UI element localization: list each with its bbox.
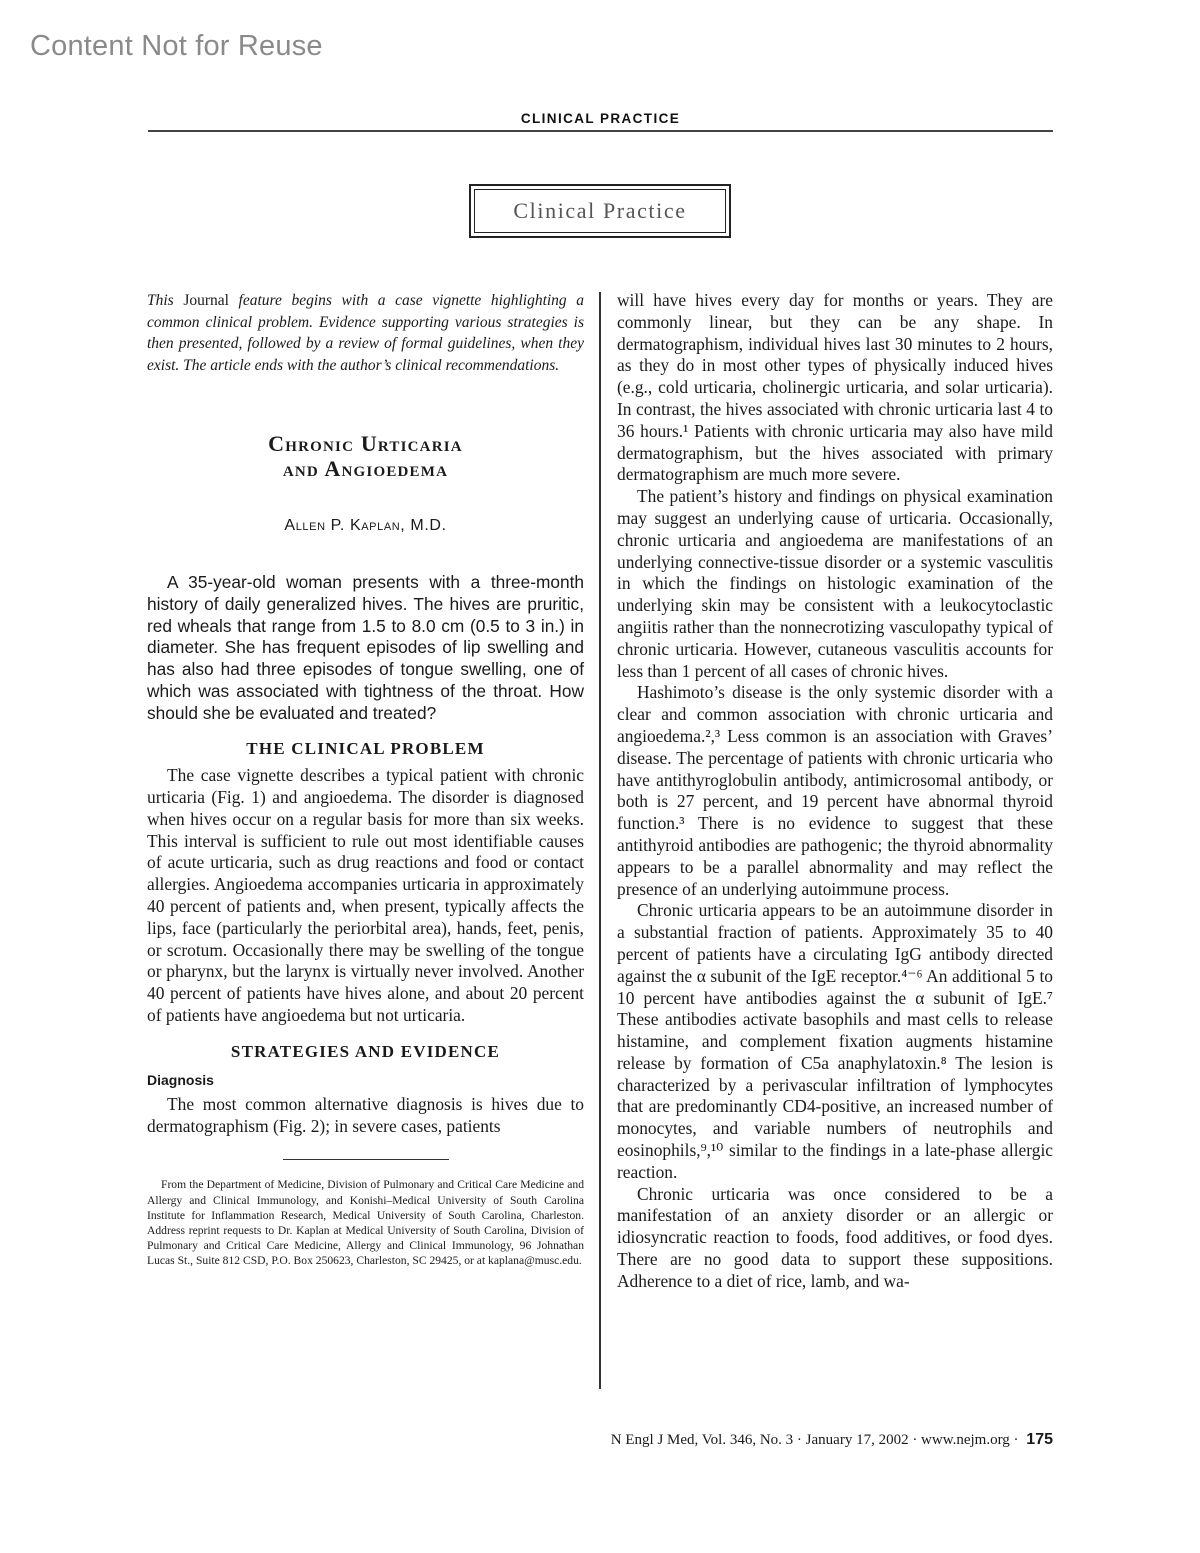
running-head: CLINICAL PRACTICE (520, 111, 681, 126)
section-heading-strategies: STRATEGIES AND EVIDENCE (230, 1041, 501, 1061)
left-column (147, 290, 584, 1269)
diagnosis-paragraph: The most common alternative diagnosis is hives due to dermatographism (Fig. 2); in severe cases, patients (147, 1093, 584, 1136)
title-line-1: Chronic Urticaria (268, 431, 463, 457)
right-paragraph: will have hives every day for months or years. They are commonly linear, but they can be any shape. In dermatographism, individual hives last 30 minutes to 2 hours, as they do in most other types of physically induced hives (e.g., cold urticaria, cholinergic urticaria, and solar urticaria). In contrast, the hives associated with chronic urticaria last 4 to 36 hours.¹ Patients with chronic urticaria may also have mild dermatographism, but the hives associated with primary dermatographism are much more severe. (617, 290, 1053, 485)
intro-lead: This (147, 292, 174, 309)
right-paragraph: The patient’s history and findings on physical examination may suggest an underlying cause of urticaria. Occasionally, chronic urticaria and angioedema are manifestations of an underlying connective-tissue disorder or a systemic vasculitis in which the findings on histologic examination of the underlying skin may be consistent with a leukocytoclastic angiitis rather than the nonnecrotizing vasculopathy typical of chronic urticaria. However, cutaneous vasculitis accounts for less than 1 percent of all cases of chronic hives. (617, 486, 1053, 681)
column-rule (599, 292, 601, 1389)
intro-rest: feature begins with a case vignette highlighting a common clinical problem. Evidence supporting various strategies is then presented, followed by a review of formal guidelines, when they exist. The article ends with the author’s clinical recommendations. (147, 292, 585, 374)
subsection-heading-diagnosis: Diagnosis (147, 1071, 214, 1088)
page-footer (611, 1431, 1053, 1449)
watermark: Content Not for Reuse (30, 30, 323, 62)
article-title (147, 431, 584, 481)
right-paragraph: Chronic urticaria appears to be an autoimmune disorder in a substantial fraction of patients. Approximately 35 to 40 percent of patients have a circulating IgG antibody directed against the α subunit of the IgE receptor.⁴⁻⁶ An additional 5 to 10 percent have antibodies against the α subunit of IgE.⁷ These antibodies activate basophils and mast cells to release histamine, and complement fixation augments histamine release by formation of C5a anaphylatoxin.⁸ The lesion is characterized by a perivascular infiltration of lymphocytes that are predominantly CD4-positive, an increased number of monocytes, and variable numbers of neutrophils and eosinophils,⁹,¹⁰ similar to the findings in a late-phase allergic reaction. (617, 900, 1053, 1182)
right-column (617, 290, 1053, 1293)
intro-journal: Journal (183, 292, 229, 309)
section-heading-clinical-problem: THE CLINICAL PROBLEM (246, 739, 485, 759)
author-byline: Allen P. Kaplan, M.D. (284, 517, 447, 535)
feature-box-label: Clinical Practice (474, 189, 726, 233)
feature-box (469, 184, 731, 238)
right-paragraph: Chronic urticaria was once considered to be a manifestation of an anxiety disorder or an allergic or idiosyncratic reaction to foods, food additives, or food dyes. There are no good data to support these suppositions. Adherence to a diet of rice, lamb, and wa- (617, 1183, 1053, 1291)
footnote-rule (283, 1159, 449, 1160)
journal-citation: N Engl J Med, Vol. 346, No. 3 · January 17, 2002 · www.nejm.org · (610, 1432, 1019, 1448)
page-number: 175 (1026, 1431, 1053, 1448)
title-line-2: and Angioedema (282, 456, 449, 482)
right-paragraph: Hashimoto’s disease is the only systemic disorder with a clear and common association with chronic urticaria and angioedema.²,³ Less common is an association with Graves’ disease. The percentage of patients with chronic urticaria who have antithyroglobulin antibody, antimicrosomal antibody, or both is 27 percent, and 19 percent have abnormal thyroid function.³ There is no evidence to suggest that these antithyroid antibodies are pathogenic; the thyroid abnormality appears to be a parallel abnormality and may reflect the presence of an underlying autoimmune process. (617, 682, 1053, 899)
case-vignette: A 35-year-old woman presents with a three-month history of daily generalized hives. The hives are pruritic, red wheals that range from 1.5 to 8.0 cm (0.5 to 3 in.) in diameter. She has frequent episodes of lip swelling and has also had three episodes of tongue swelling, one of which was associated with tightness of the throat. How should she be evaluated and treated? (147, 572, 584, 723)
affiliation-footnote: From the Department of Medicine, Division of Pulmonary and Critical Care Medicine and Allergy and Clinical Immunology, and Konishi–Medical University of South Carolina Institute for Inflammation Research, Medical University of South Carolina, Charleston. Address reprint requests to Dr. Kaplan at Medical University of South Carolina, Division of Pulmonary and Critical Care Medicine, Allergy and Clinical Immunology, 96 Johnathan Lucas St., Suite 812 CSD, P.O. Box 250623, Charleston, SC 29425, or at kaplana@musc.edu. (147, 1178, 584, 1268)
clinical-problem-paragraph: The case vignette describes a typical patient with chronic urticaria (Fig. 1) and angioedema. The disorder is diagnosed when hives occur on a regular basis for more than six weeks. This interval is sufficient to rule out most identifiable causes of acute urticaria, such as drug reactions and food or contact allergies. Angioedema accompanies urticaria in approximately 40 percent of patients and, when present, typically affects the lips, face (particularly the periorbital area), hands, feet, penis, or scrotum. Occasionally there may be swelling of the tongue or pharynx, but the larynx is virtually never involved. Another 40 percent of patients have hives alone, and about 20 percent of patients have angioedema but not urticaria. (147, 765, 584, 1026)
running-head-rule (148, 130, 1053, 132)
feature-intro (147, 290, 584, 376)
